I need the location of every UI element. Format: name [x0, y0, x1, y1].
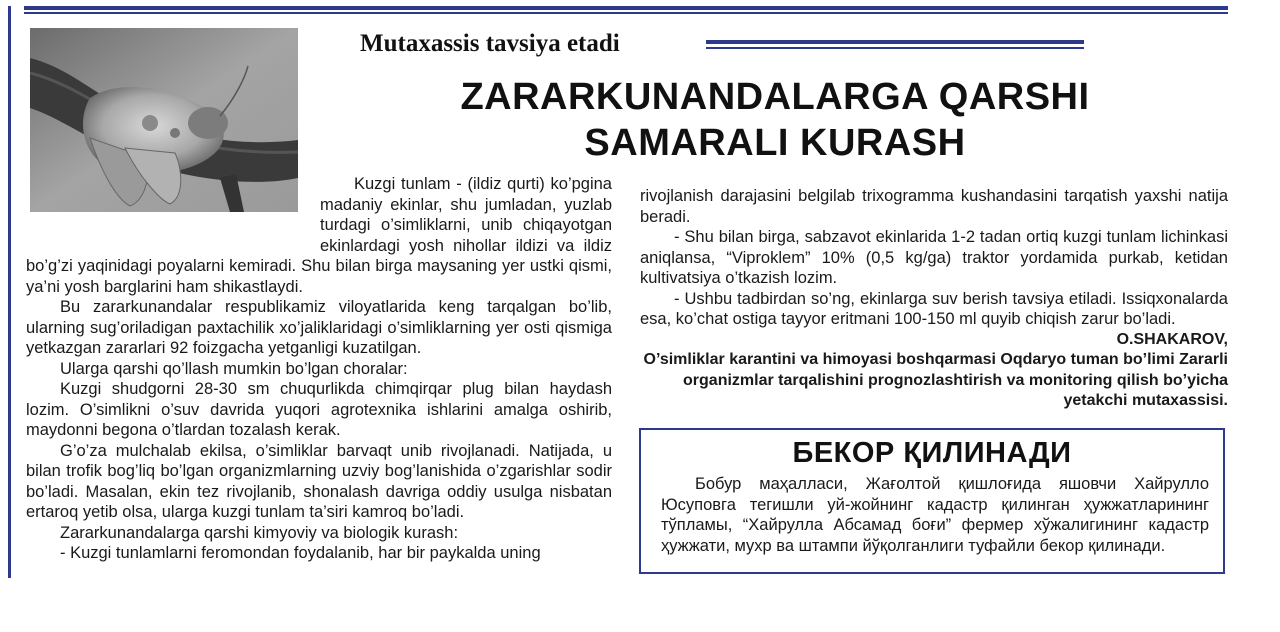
paragraph: - Shu bilan birga, sabzavot ekinlarida 1-2 tadan ortiq kuzgi tunlam lichinkasi aniqlansa, “Viproklem” 10% (0,5 kg/ga) traktor yordamida purkab, ketidan kultivatsiya o’tkazish lozim. [640, 228, 1228, 287]
paragraph: Ularga qarshi qo’llash mumkin bo’lgan choralar: [60, 359, 408, 378]
headline-line-2: SAMARALI KURASH [584, 122, 966, 164]
author-position: O’simliklar karantini va himoyasi boshqarmasi Oqdaryo tuman bo’limi Zararli organizmlar tarqalishini prognozlashtirish va monitoring qilish bo’yicha yetakchi mutaxassisi. [643, 351, 1228, 409]
author-signature [640, 330, 1228, 412]
rubric-rule-thick [706, 40, 1084, 44]
paragraph: Kuzgi tunlam - (ildiz qurti) ko’pgina madaniy ekinlar, shu jumladan, yuzlab turdagi o’simliklarni, unib chiqayotgan ekinlardagi yosh nihollar ildizi va ildiz bo’g’zi yaqinidagi poyalarni kemiradi. Shu bilan birga maysaning yer ustki qismi, ya’ni yosh barglarini ham shikastlaydi. [26, 175, 612, 296]
paragraph: G’o’za mulchalab ekilsa, o’simliklar barvaqt unib rivojlanadi. Natijada, u bilan trofik bog’liq bo’lgan organizmlarning uzviy bog’lanishida o’zgarishlar sodir bo’ladi. Masalan, ekin tez rivojlanib, shonalash davriga oddiy usulga nisbatan ertaroq yetib olsa, ularga kuzgi tunlam ta’siri kamroq bo’ladi. [26, 441, 612, 521]
paragraph: Zararkunandalarga qarshi kimyoviy va biologik kurash: [60, 523, 459, 542]
article-column-2 [640, 186, 1228, 412]
rubric-rule-thin [706, 47, 1084, 49]
article-headline [330, 74, 1220, 166]
paragraph: - Ushbu tadbirdan so’ng, ekinlarga suv berish tavsiya etiladi. Issiqxonalarda esa, ko’chat ostiga tayyor eritmani 100-150 ml quyib chiqish zarur bo’ladi. [640, 289, 1228, 328]
rubric-title: Mutaxassis tavsiya etadi [360, 30, 620, 57]
cancellation-notice-box [639, 428, 1225, 574]
paragraph: rivojlanish darajasini belgilab trixogramma kushandasini tarqatish yaxshi natija beradi. [640, 187, 1228, 226]
top-rule-thin [24, 12, 1228, 14]
headline-line-1: ZARARKUNANDALARGA QARSHI [460, 76, 1090, 118]
author-name: O.SHAKAROV, [1116, 330, 1228, 348]
notice-text: Бобур маҳалласи, Жағолтой қишлоғида яшовчи Хайрулло Юсуповга тегишли уй-жойнинг кадастр қилинган ҳужжатларининг тўпламы, “Хайрулла Абсамад боғи” фермер хўжалигининг кадастр ҳужжати, мухр ва штампи йўқолганлиги туфайли бекор қилинади. [661, 475, 1209, 555]
article-column-1 [26, 174, 612, 564]
notice-title: БЕКОР ҚИЛИНАДИ [792, 437, 1072, 469]
photo-wrap-spacer [26, 174, 320, 236]
top-rule-thick [24, 6, 1228, 10]
paragraph: Bu zararkunandalar respublikamiz viloyatlarida keng tarqalgan bo’lib, ularning sug’oriladigan paxtachilik xo’jaliklaridagi o’simliklarning yer osti qismiga yetkazgan zararlari 92 foizgacha yetganligi kuzatilgan. [26, 298, 612, 357]
paragraph: - Kuzgi tunlamlarni feromondan foydalanib, har bir paykalda uning [60, 544, 541, 562]
paragraph: Kuzgi shudgorni 28-30 sm chuqurlikda chimqirqar plug bilan haydash lozim. O’simlikni o’suv davrida yuqori agrotexnika ishlarini amalga oshirib, maydonni begona o’tlardan tozalash kerak. [26, 380, 612, 439]
left-column-rule [8, 6, 11, 578]
